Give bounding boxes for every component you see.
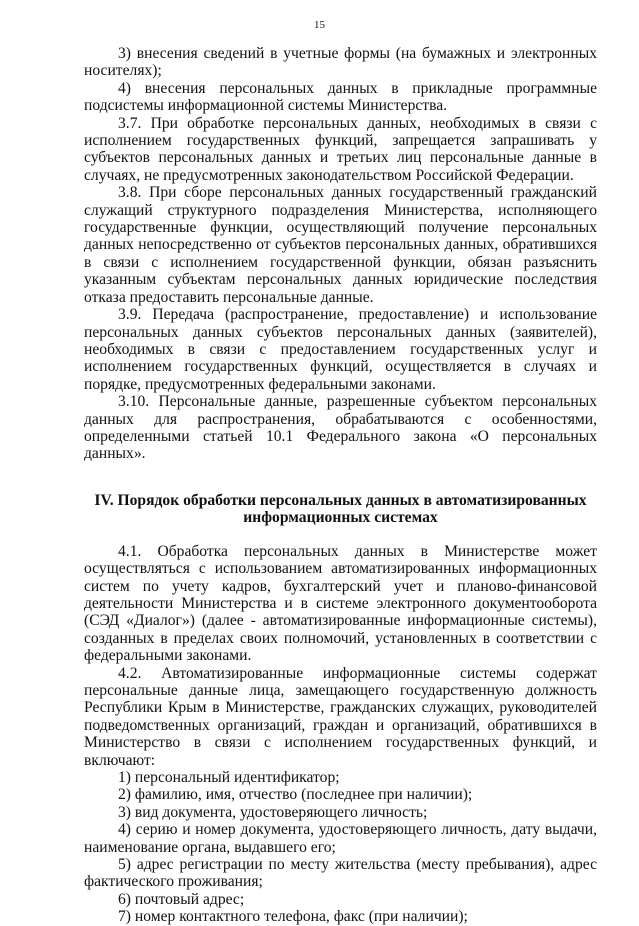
section-heading: [84, 492, 597, 526]
list-item: 1) персональный идентификатор;: [118, 769, 340, 787]
section-heading-line-2: информационных системах: [243, 508, 438, 526]
list-item: 6) почтовый адрес;: [118, 890, 245, 908]
list-item: 5) адрес регистрации по месту жительства (месту пребывания), адрес фактического проживания;: [84, 856, 597, 891]
list-item: 4) внесения персональных данных в прикладные программные подсистемы информационной системы Министерства.: [84, 79, 597, 115]
list-item: 2) фамилию, имя, отчество (последнее при наличии);: [118, 786, 473, 804]
list-item: 4) серию и номер документа, удостоверяющего личность, дату выдачи, наименование органа, выдавшего его;: [84, 821, 597, 856]
document-body: [84, 45, 597, 926]
clause-4-2: 4.2. Автоматизированные информационные системы содержат персональные данные лица, замещающего государственную должность Республики Крым в Министерстве, гражданских служащих, руководителей подведомственных организаций, граждан и организаций, обратившихся в Министерство в связи с исполнением государственных функций, и включают:: [84, 664, 597, 769]
list-item: 3) вид документа, удостоверяющего личность;: [118, 803, 428, 821]
page-number: 15: [314, 19, 325, 31]
clause-3-7: 3.7. При обработке персональных данных, необходимых в связи с исполнением государственных функций, запрещается запрашивать у субъектов персональных данных и третьих лиц персональные данные в случаях, не предусмотренных законодательством Российской Федерации.: [84, 114, 597, 184]
clause-3-9: 3.9. Передача (распространение, предоставление) и использование персональных данных субъектов персональных данных (заявителей), необходимых в связи с предоставлением государственных услуг и исполнением государственных функций, осуществляется в случаях и порядке, предусмотренных федеральными законами.: [84, 306, 597, 393]
clause-3-8: 3.8. При сборе персональных данных государственный гражданский служащий структурного подразделения Министерства, исполняющего государственные функции, осуществляющий получение персональных данных непосредственно от субъектов персональных данных, обратившихся в связи с исполнением государственной функции, обязан разъяснить указанным субъектам персональных данных юридические последствия отказа предоставить персональные данные.: [84, 184, 597, 306]
clause-4-1: 4.1. Обработка персональных данных в Министерстве может осуществляться с использованием автоматизированных информационных систем по учету кадров, бухгалтерский учет и планово-финансовой деятельности Министерства и в системе электронного документооборота (СЭД «Диалог») (далее - автоматизированные информационные системы), созданных в пределах своих полномочий, установленных в соответствии с федеральными законами.: [84, 542, 597, 665]
clause-3-10: 3.10. Персональные данные, разрешенные субъектом персональных данных для распространения, обрабатываются с особенностями, определенными статьей 10.1 Федерального закона «О персональных данных».: [84, 393, 597, 463]
list-item: 7) номер контактного телефона, факс (при наличии);: [118, 908, 468, 926]
list-item: 3) внесения сведений в учетные формы (на бумажных и электронных носителях);: [84, 45, 597, 80]
section-heading-line-1: IV. Порядок обработки персональных данных в автоматизированных: [94, 491, 587, 509]
